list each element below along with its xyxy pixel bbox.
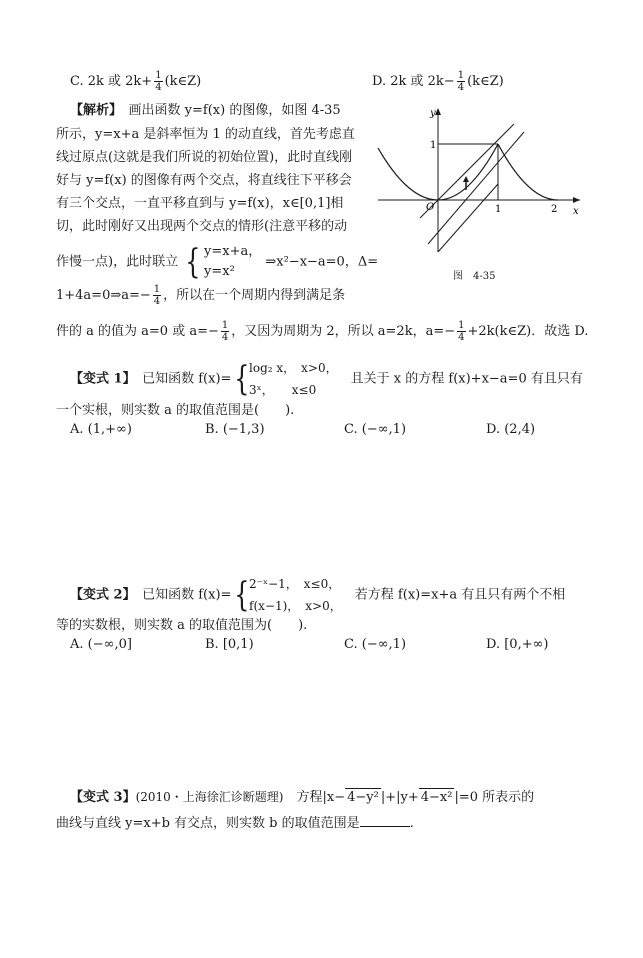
fraction: $\frac{1}{4}$ <box>457 70 465 93</box>
origin-label: O <box>426 202 435 213</box>
variant-1-option-a: A. (1,+∞) <box>70 422 132 437</box>
tick-y1: 1 <box>430 140 437 151</box>
fraction: $\frac{1}{4}$ <box>153 284 161 307</box>
figure-4-35 <box>368 104 583 264</box>
x-label: x <box>573 206 579 217</box>
option-c: C. 2k 或 2k+ $\frac{1}{4}$ (k∈Z) <box>70 70 202 93</box>
shift-arrow-head <box>463 176 469 182</box>
variant-1-option-c: C. (−∞,1) <box>344 422 407 437</box>
variant-1-option-b: B. (−1,3) <box>205 422 265 437</box>
variant-1-line-1: 【变式 1】 已知函数 f(x)={ log₂ x， x>0， 3ˣ， x≤0 且关于 x 的方程 f(x)+x−a=0 有且只有 <box>70 359 583 399</box>
tick-x2: 2 <box>551 204 558 215</box>
analysis-line-2: 所示，y=x+a 是斜率恒为 1 的动直线，首先考虑直 <box>56 127 355 142</box>
line-shifted-2 <box>438 184 498 252</box>
variant-1-option-d: D. (2,4) <box>486 422 536 437</box>
variant-2-option-c: C. (−∞,1) <box>344 637 407 652</box>
curve-left <box>378 148 438 200</box>
analysis-line-1: 【解析】 画出函数 y=f(x) 的图像，如图 4-35 <box>70 103 341 118</box>
line-shifted-1 <box>428 132 524 244</box>
x-axis-arrow <box>573 197 580 203</box>
analysis-line-9: 件的 a 的值为 a=0 或 a=− $\frac{1}{4}$ ，又因为周期为 2，所以 a=2k，a=− $\frac{1}{4}$ +2k(k∈Z)．故选 D. <box>56 320 589 343</box>
analysis-line-8: 1+4a=0⇒a=− $\frac{1}{4}$ ，所以在一个周期内得到满足条 <box>56 284 346 307</box>
variant-1-tag: 【变式 1】 <box>70 371 130 387</box>
fraction: $\frac{1}{4}$ <box>458 320 465 343</box>
y-axis-arrow <box>435 108 441 115</box>
variant-2-option-a: A. (−∞,0] <box>70 637 132 652</box>
analysis-line-3: 线过原点(这就是我们所说的初始位置)，此时直线刚 <box>56 150 353 165</box>
variant-2-option-b: B. [0,1) <box>205 637 254 652</box>
variant-2-option-d: D. [0,+∞) <box>486 637 549 652</box>
answer-blank[interactable] <box>360 814 410 827</box>
left-brace: { <box>185 242 201 282</box>
analysis-line-7: 作慢一点)，此时联立 { y=x+a， y=x² ⇒x²−x−a=0，Δ= <box>56 242 379 282</box>
option-d: D. 2k 或 2k− $\frac{1}{4}$ (k∈Z) <box>372 70 504 93</box>
analysis-line-4: 好与 y=f(x) 的图像有两个交点，将直线往下平移会 <box>56 173 352 188</box>
variant-2-line-1: 【变式 2】 已知函数 f(x)={ 2⁻ˣ−1， x≤0， f(x−1)， x>0， 若方程 f(x)=x+a 有且只有两个不相 <box>70 575 566 615</box>
variant-1-line-2: 一个实根，则实数 a 的取值范围是( ). <box>56 403 295 418</box>
y-label: y <box>430 108 436 119</box>
variant-3-line-1: 【变式 3】(2010・上海徐汇诊断题理) 方程|x− 4−y² |+|y+ 4−x² |=0 所表示的 <box>70 790 535 805</box>
tick-x1: 1 <box>495 204 502 215</box>
left-brace: { <box>234 359 250 399</box>
variant-3-line-2: 曲线与直线 y=x+b 有交点，则实数 b 的取值范围是 . <box>56 816 414 831</box>
variant-3-tag: 【变式 3】 <box>70 790 136 805</box>
variant-2-line-2: 等的实数根，则实数 a 的取值范围为( ). <box>56 618 308 633</box>
figure-caption: 图 4-35 <box>453 271 496 282</box>
fraction: $\frac{1}{4}$ <box>221 320 229 343</box>
analysis-line-5: 有三个交点，一直平移直到与 y=f(x)，x∈[0,1]相 <box>56 196 344 211</box>
sqrt-1: 4−y² <box>347 790 379 805</box>
variant-2-tag: 【变式 2】 <box>70 587 130 603</box>
sqrt-2: 4−x² <box>420 790 453 805</box>
analysis-tag: 【解析】 <box>70 103 116 118</box>
analysis-line-6: 切，此时刚好又出现两个交点的情形(注意平移的动 <box>56 219 348 234</box>
left-brace: { <box>234 575 250 615</box>
fraction: $\frac{1}{4}$ <box>155 70 162 93</box>
